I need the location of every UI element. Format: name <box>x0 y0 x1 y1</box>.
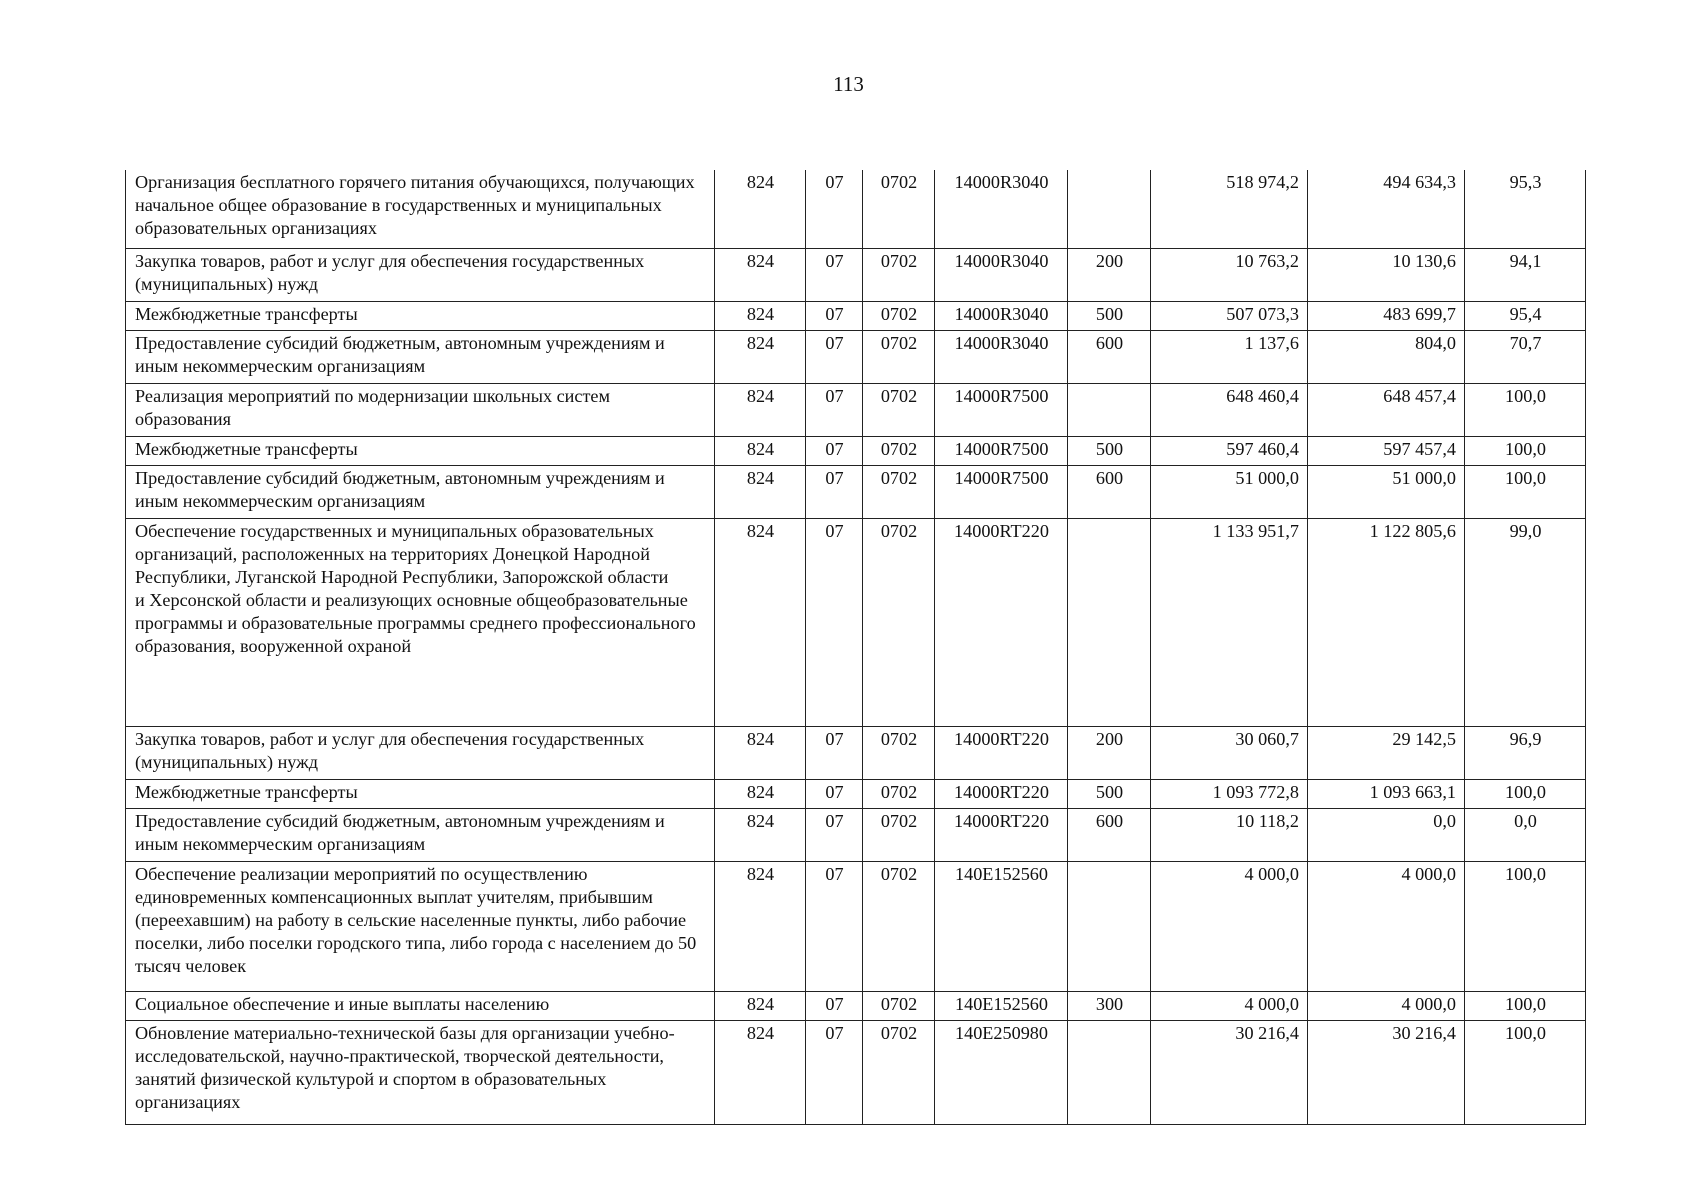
planned-amount-cell: 518 974,2 <box>1151 170 1308 248</box>
table-row <box>126 170 1586 248</box>
subsection-cell: 0702 <box>863 248 935 301</box>
execution-percent-cell: 95,4 <box>1465 301 1586 330</box>
planned-amount-cell: 4 000,0 <box>1151 991 1308 1020</box>
executed-amount-cell: 1 093 663,1 <box>1308 779 1465 808</box>
execution-percent-cell: 100,0 <box>1465 861 1586 991</box>
target-article-cell: 14000R3040 <box>935 170 1068 248</box>
row-name-cell: Закупка товаров, работ и услуг для обеспечения государственных (муниципальных) нужд <box>126 248 715 301</box>
ministry-code-cell: 824 <box>715 436 806 465</box>
row-name-cell: Межбюджетные трансферты <box>126 301 715 330</box>
row-name-cell: Предоставление субсидий бюджетным, автономным учреждениям и иным некоммерческим организациям <box>126 465 715 518</box>
expense-type-cell: 300 <box>1068 991 1151 1020</box>
table-row <box>126 861 1586 991</box>
expense-type-cell <box>1068 1020 1151 1124</box>
expense-type-cell <box>1068 383 1151 436</box>
section-cell: 07 <box>806 808 863 861</box>
subsection-cell: 0702 <box>863 301 935 330</box>
subsection-cell: 0702 <box>863 170 935 248</box>
target-article-cell: 14000R7500 <box>935 383 1068 436</box>
executed-amount-cell: 10 130,6 <box>1308 248 1465 301</box>
executed-amount-cell: 51 000,0 <box>1308 465 1465 518</box>
row-name-cell: Межбюджетные трансферты <box>126 779 715 808</box>
ministry-code-cell: 824 <box>715 170 806 248</box>
executed-amount-cell: 30 216,4 <box>1308 1020 1465 1124</box>
planned-amount-cell: 597 460,4 <box>1151 436 1308 465</box>
section-cell: 07 <box>806 1020 863 1124</box>
section-cell: 07 <box>806 301 863 330</box>
subsection-cell: 0702 <box>863 726 935 779</box>
section-cell: 07 <box>806 383 863 436</box>
execution-percent-cell: 100,0 <box>1465 991 1586 1020</box>
section-cell: 07 <box>806 861 863 991</box>
planned-amount-cell: 1 093 772,8 <box>1151 779 1308 808</box>
subsection-cell: 0702 <box>863 465 935 518</box>
table-row <box>126 1020 1586 1124</box>
planned-amount-cell: 1 133 951,7 <box>1151 518 1308 726</box>
subsection-cell: 0702 <box>863 808 935 861</box>
expense-type-cell: 200 <box>1068 248 1151 301</box>
target-article-cell: 14000R7500 <box>935 436 1068 465</box>
executed-amount-cell: 494 634,3 <box>1308 170 1465 248</box>
row-name-cell: Межбюджетные трансферты <box>126 436 715 465</box>
table-row <box>126 991 1586 1020</box>
execution-percent-cell: 100,0 <box>1465 779 1586 808</box>
target-article-cell: 14000RT220 <box>935 779 1068 808</box>
planned-amount-cell: 51 000,0 <box>1151 465 1308 518</box>
execution-percent-cell: 100,0 <box>1465 383 1586 436</box>
planned-amount-cell: 507 073,3 <box>1151 301 1308 330</box>
planned-amount-cell: 10 763,2 <box>1151 248 1308 301</box>
subsection-cell: 0702 <box>863 991 935 1020</box>
expense-type-cell: 600 <box>1068 465 1151 518</box>
executed-amount-cell: 4 000,0 <box>1308 861 1465 991</box>
ministry-code-cell: 824 <box>715 726 806 779</box>
subsection-cell: 0702 <box>863 383 935 436</box>
subsection-cell: 0702 <box>863 779 935 808</box>
row-name-cell: Предоставление субсидий бюджетным, автономным учреждениям и иным некоммерческим организациям <box>126 330 715 383</box>
section-cell: 07 <box>806 726 863 779</box>
execution-percent-cell: 94,1 <box>1465 248 1586 301</box>
table-row <box>126 779 1586 808</box>
table-row <box>126 465 1586 518</box>
execution-percent-cell: 96,9 <box>1465 726 1586 779</box>
ministry-code-cell: 824 <box>715 991 806 1020</box>
target-article-cell: 140E152560 <box>935 861 1068 991</box>
ministry-code-cell: 824 <box>715 301 806 330</box>
planned-amount-cell: 1 137,6 <box>1151 330 1308 383</box>
subsection-cell: 0702 <box>863 330 935 383</box>
target-article-cell: 14000R7500 <box>935 465 1068 518</box>
executed-amount-cell: 0,0 <box>1308 808 1465 861</box>
execution-percent-cell: 99,0 <box>1465 518 1586 726</box>
section-cell: 07 <box>806 518 863 726</box>
expense-type-cell: 600 <box>1068 330 1151 383</box>
execution-percent-cell: 100,0 <box>1465 465 1586 518</box>
expense-type-cell: 200 <box>1068 726 1151 779</box>
expense-type-cell <box>1068 518 1151 726</box>
row-name-cell: Предоставление субсидий бюджетным, автономным учреждениям и иным некоммерческим организациям <box>126 808 715 861</box>
row-name-cell: Обеспечение реализации мероприятий по осуществлению единовременных компенсационных выплат учителям, прибывшим (переехавшим) на работу в сельские населенные пункты, либо рабочие поселки, либо поселки городского типа, либо города с населением до 50 тысяч человек <box>126 861 715 991</box>
target-article-cell: 140E250980 <box>935 1020 1068 1124</box>
expense-type-cell: 500 <box>1068 436 1151 465</box>
subsection-cell: 0702 <box>863 518 935 726</box>
budget-table <box>125 170 1586 1125</box>
expense-type-cell: 600 <box>1068 808 1151 861</box>
planned-amount-cell: 4 000,0 <box>1151 861 1308 991</box>
table-row <box>126 248 1586 301</box>
section-cell: 07 <box>806 436 863 465</box>
ministry-code-cell: 824 <box>715 330 806 383</box>
expense-type-cell <box>1068 861 1151 991</box>
table-row <box>126 301 1586 330</box>
execution-percent-cell: 100,0 <box>1465 436 1586 465</box>
target-article-cell: 14000R3040 <box>935 330 1068 383</box>
execution-percent-cell: 0,0 <box>1465 808 1586 861</box>
ministry-code-cell: 824 <box>715 779 806 808</box>
execution-percent-cell: 70,7 <box>1465 330 1586 383</box>
target-article-cell: 14000R3040 <box>935 301 1068 330</box>
ministry-code-cell: 824 <box>715 861 806 991</box>
table-body <box>126 170 1586 1124</box>
row-name-cell: Реализация мероприятий по модернизации школьных систем образования <box>126 383 715 436</box>
ministry-code-cell: 824 <box>715 518 806 726</box>
executed-amount-cell: 29 142,5 <box>1308 726 1465 779</box>
executed-amount-cell: 648 457,4 <box>1308 383 1465 436</box>
planned-amount-cell: 30 060,7 <box>1151 726 1308 779</box>
row-name-cell: Социальное обеспечение и иные выплаты населению <box>126 991 715 1020</box>
table-row <box>126 808 1586 861</box>
subsection-cell: 0702 <box>863 861 935 991</box>
ministry-code-cell: 824 <box>715 248 806 301</box>
row-name-cell: Обновление материально-технической базы для организации учебно-исследовательской, научно-практической, творческой деятельности, занятий физической культурой и спортом в образовательных организациях <box>126 1020 715 1124</box>
execution-percent-cell: 100,0 <box>1465 1020 1586 1124</box>
row-name-cell: Обеспечение государственных и муниципальных образовательных организаций, расположенных на территориях Донецкой Народной Республики, Луганской Народной Республики, Запорожской области и Херсонской области и реализующих основные общеобразовательные программы и образовательные программы среднего профессионального образования, вооруженной охраной <box>126 518 715 726</box>
table-row <box>126 436 1586 465</box>
target-article-cell: 14000RT220 <box>935 808 1068 861</box>
ministry-code-cell: 824 <box>715 808 806 861</box>
table-row <box>126 726 1586 779</box>
executed-amount-cell: 597 457,4 <box>1308 436 1465 465</box>
executed-amount-cell: 4 000,0 <box>1308 991 1465 1020</box>
target-article-cell: 14000R3040 <box>935 248 1068 301</box>
table-row <box>126 383 1586 436</box>
ministry-code-cell: 824 <box>715 383 806 436</box>
execution-percent-cell: 95,3 <box>1465 170 1586 248</box>
row-name-cell: Закупка товаров, работ и услуг для обеспечения государственных (муниципальных) нужд <box>126 726 715 779</box>
section-cell: 07 <box>806 779 863 808</box>
row-name-cell: Организация бесплатного горячего питания обучающихся, получающих начальное общее образование в государственных и муниципальных образовательных организациях <box>126 170 715 248</box>
expense-type-cell: 500 <box>1068 779 1151 808</box>
page-number: 113 <box>833 72 864 96</box>
section-cell: 07 <box>806 330 863 383</box>
table-row <box>126 518 1586 726</box>
subsection-cell: 0702 <box>863 1020 935 1124</box>
subsection-cell: 0702 <box>863 436 935 465</box>
expense-type-cell: 500 <box>1068 301 1151 330</box>
executed-amount-cell: 483 699,7 <box>1308 301 1465 330</box>
section-cell: 07 <box>806 248 863 301</box>
ministry-code-cell: 824 <box>715 465 806 518</box>
section-cell: 07 <box>806 991 863 1020</box>
planned-amount-cell: 30 216,4 <box>1151 1020 1308 1124</box>
expense-type-cell <box>1068 170 1151 248</box>
target-article-cell: 14000RT220 <box>935 726 1068 779</box>
planned-amount-cell: 648 460,4 <box>1151 383 1308 436</box>
executed-amount-cell: 804,0 <box>1308 330 1465 383</box>
target-article-cell: 140E152560 <box>935 991 1068 1020</box>
section-cell: 07 <box>806 170 863 248</box>
section-cell: 07 <box>806 465 863 518</box>
target-article-cell: 14000RT220 <box>935 518 1068 726</box>
table-row <box>126 330 1586 383</box>
ministry-code-cell: 824 <box>715 1020 806 1124</box>
executed-amount-cell: 1 122 805,6 <box>1308 518 1465 726</box>
planned-amount-cell: 10 118,2 <box>1151 808 1308 861</box>
